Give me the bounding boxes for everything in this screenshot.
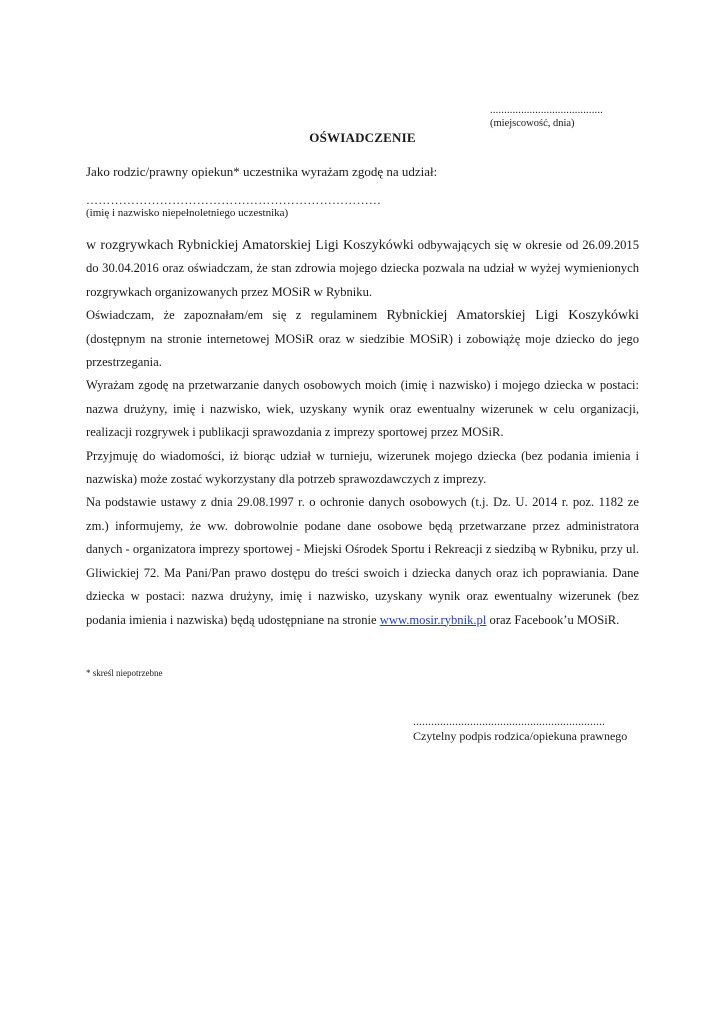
league-name: Rybnickiej Amatorskiej Ligi Koszykówki [386,308,640,324]
participant-name-field [86,194,381,220]
document-title: OŚWIADCZENIE [309,130,416,145]
league-name: Rybnickiej Amatorskiej Ligi Koszykówki [177,238,414,253]
signature-field [413,714,643,744]
paragraph-participation-start: w rozgrywkach [86,238,174,253]
paragraph-data-consent: Wyrażam zgodę na przetwarzanie danych osobowych moich (imię i nazwisko) i mojego dziecka w postaci: nazwa drużyny, imię i nazwisko, wiek, uzyskany wynik oraz ewentualny wizerunek w celu organizacji, realizacji rozgrywek i publikacji sprawozdania z imprezy sportowej przez MOSiR. [86,378,639,440]
paragraph-participation [86,234,639,304]
mosir-website-link[interactable]: www.mosir.rybnik.pl [379,612,487,627]
intro-text: Jako rodzic/prawny opiekun* uczestnika wyrażam zgodę na udział: [86,164,438,179]
paragraph-gdpr-text: Na podstawie ustawy z dnia 29.08.1997 r. o ochronie danych osobowych (t.j. Dz. U. 2014 r. poz. 1182 ze zm.) informujemy, że ww. dobrowolnie podane dane osobowe będą przetwarzane przez administratora danych - organizatora imprezy sportowej - Miejski Ośrodek Sportu i Rekreacji z siedzibą w Rybniku, przy ul. Gliwickiej 72. Ma Pani/Pan prawo dostępu do treści swoich i dziecka danych oraz ich poprawiania. Dane dziecka w postaci: nazwa drużyny, imię i nazwisko, uzyskany wynik oraz ewentualny wizerunek (bez podania imienia i nazwiska) będą udostępniane na stronie [86,495,639,627]
signature-label: Czytelny podpis rodzica/opiekuna prawnego [413,729,628,743]
place-date-label: (miejscowość, dnia) [490,118,575,129]
place-date-dots: ........................................ [490,105,603,116]
paragraph-image-notice: Przyjmuję do wiadomości, iż biorąc udział w turnieju, wizerunek mojego dziecka (bez podania imienia i nazwiska) może zostać wykorzystany dla potrzeb sprawozdawczych z imprezy. [86,448,639,487]
signature-dots: ................................................................ [413,714,605,728]
participant-name-dots: ……………………………………………………………… [86,193,382,207]
paragraph-regulations-rest: (dostępnym na stronie internetowej MOSiR oraz w siedzibie MOSiR) i zobowiążę moje dziecko do jego przestrzegania. [86,331,639,370]
paragraph-regulations [86,304,639,374]
participant-name-label: (imię i nazwisko niepełnoletniego uczestnika) [86,207,289,219]
paragraph-regulations-start: Oświadczam, że zapoznałam/em się z regulaminem [86,308,378,323]
paragraph-gdpr-notice [86,491,639,631]
place-date-field [490,104,640,130]
paragraph-gdpr-tail: oraz Facebook’u MOSiR. [489,612,620,627]
declaration-body [86,234,639,632]
footnote: * skreśl niepotrzebne [86,668,163,678]
paragraph-participation-rest: odbywających się w okresie od 26.09.2015 do 30.04.2016 oraz oświadczam, że stan zdrowia mojego dziecka pozwala na udział w wyżej wymienionych rozgrywkach organizowanych przez MOSiR w Rybniku. [86,238,640,299]
